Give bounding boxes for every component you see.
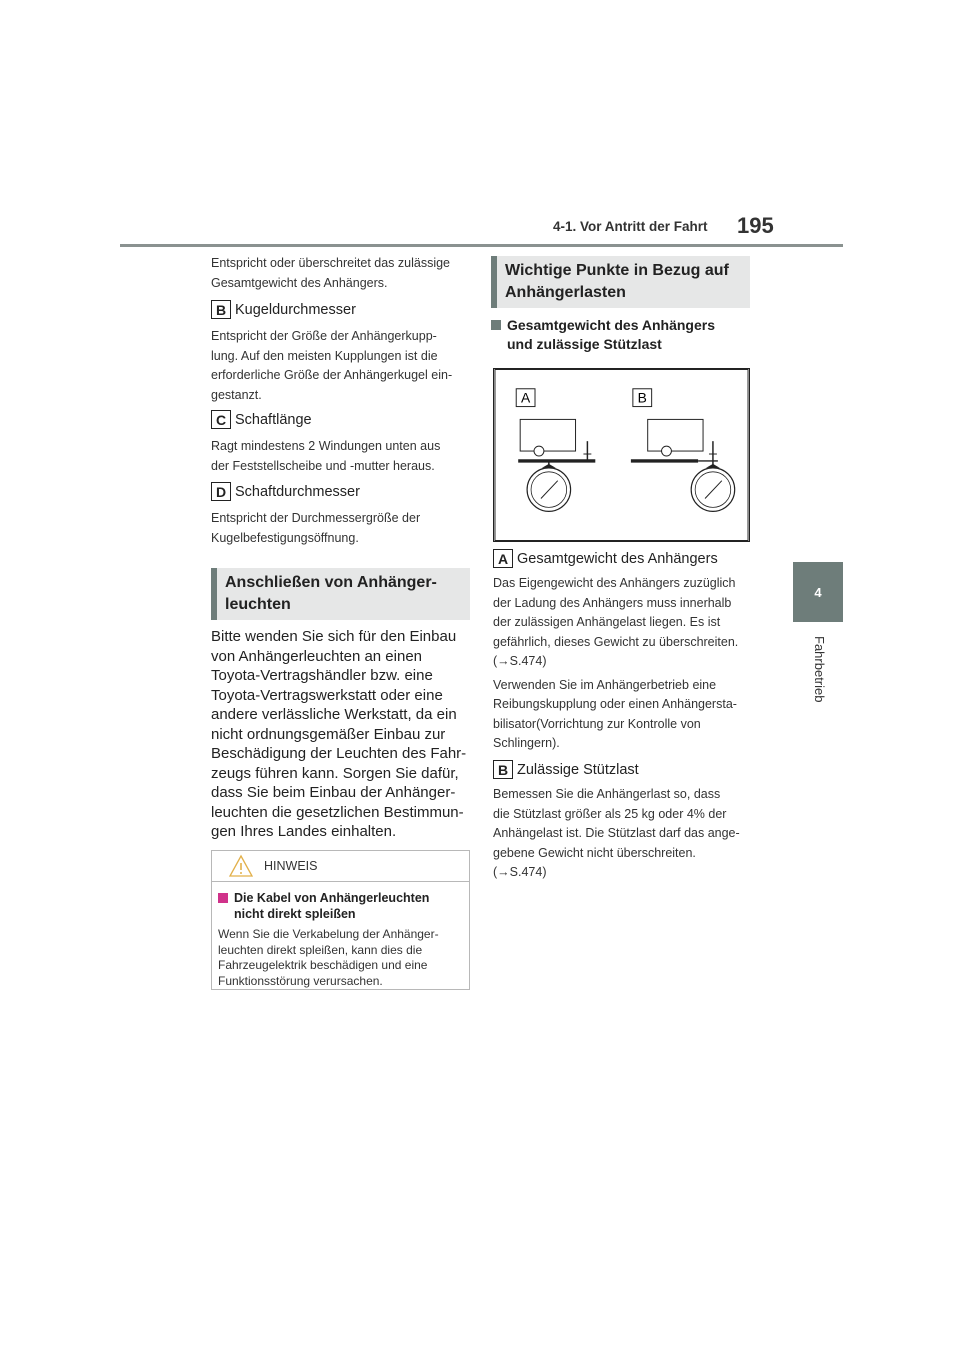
section-heading-trailer-lights (211, 568, 470, 620)
intro-line: Entspricht oder überschreitet das zulässige (211, 256, 451, 270)
figure-label-a (516, 389, 535, 407)
chapter-tab[interactable] (793, 562, 843, 622)
item-total-trailer-weight (493, 549, 755, 754)
item-line: Entspricht der Durchmessergröße der (211, 511, 421, 525)
figure-label-b (633, 389, 652, 407)
item-title: Schaftlänge (235, 411, 312, 428)
item-line: bilisator(Vorrichtung zur Kontrolle von (493, 716, 701, 731)
item-line: der zulässigen Anhängelast liegen. Es ist (493, 615, 721, 629)
section-title: 4-1. Vor Antritt der Fahrt (553, 219, 708, 234)
body-line: leuchten die gesetzlichen Bestimmun- (211, 803, 464, 821)
trailer-lights-body (211, 627, 471, 842)
body-line: dass Sie beim Einbau der Anhänger- (211, 784, 456, 801)
item-line: Reibungskupplung oder einen Anhängersta- (493, 697, 737, 711)
item-line: Ragt mindestens 2 Windungen unten aus (211, 439, 441, 453)
page-number: 195 (737, 213, 774, 238)
item-heading (211, 300, 471, 319)
item-ball-diameter (211, 300, 471, 405)
body-line: zeugs führen kann. Sorgen Sie dafür, (211, 764, 459, 782)
item-title: Kugeldurchmesser (235, 301, 356, 318)
page-reference-link[interactable]: (→S.474) (493, 865, 547, 879)
item-line: der Feststellscheibe und -mutter heraus. (211, 458, 435, 473)
notice-header (212, 851, 469, 882)
subheading-total-weight (491, 316, 751, 354)
item-line: Schlingern). (493, 736, 560, 750)
scale-gauge-a (527, 468, 570, 511)
body-line: gen Ihres Landes einhalten. (211, 823, 397, 840)
item-line: erforderliche Größe der Anhängerkugel ein- (211, 368, 453, 382)
item-line: der Ladung des Anhängers muss innerhalb (493, 595, 732, 610)
notice-label: HINWEIS (264, 859, 318, 873)
item-line: lung. Auf den meisten Kupplungen ist die (211, 348, 438, 363)
chapter-number: 4 (814, 584, 822, 600)
item-title: Schaftdurchmesser (235, 483, 360, 500)
square-bullet-icon (218, 893, 228, 903)
svg-text:A: A (520, 389, 531, 406)
heading-line: Anhängerlasten (505, 284, 626, 301)
item-heading (211, 482, 471, 501)
notice-title (218, 890, 463, 922)
section-heading-trailer-loads (491, 256, 750, 308)
item-title: Zulässige Stützlast (517, 761, 639, 778)
warning-icon (228, 854, 254, 878)
square-bullet-icon (491, 320, 501, 330)
trailer-load-figure (493, 368, 750, 542)
item-shank-length (211, 410, 471, 476)
notice-title-line: Die Kabel von Anhängerleuchten (234, 891, 430, 905)
subheading-line: Gesamtgewicht des Anhängers (507, 317, 715, 333)
heading-line: Anschließen von Anhänger- (225, 574, 437, 591)
item-tongue-load (493, 760, 755, 883)
item-line: gestanzt. (211, 387, 262, 402)
notice-line: Wenn Sie die Verkabelung der Anhänger- (218, 927, 439, 941)
item-title: Gesamtgewicht des Anhängers (517, 550, 718, 567)
item-line: Kugelbefestigungsöffnung. (211, 530, 359, 545)
item-heading (493, 760, 755, 779)
body-line: von Anhängerleuchten an einen (211, 647, 423, 665)
heading-line: leuchten (225, 596, 291, 613)
notice-box (211, 850, 470, 990)
item-line: gefährlich, dieses Gewicht zu überschreiten. (493, 634, 739, 649)
body-line: andere verlässliche Werkstatt, da ein (211, 706, 457, 723)
notice-title-line: nicht direkt spleißen (234, 907, 356, 921)
body-line: Bitte wenden Sie sich für den Einbau (211, 628, 457, 645)
item-shank-diameter (211, 482, 471, 548)
item-line: Bemessen Sie die Anhängerlast so, dass (493, 787, 721, 801)
notice-body (218, 927, 461, 989)
item-heading (211, 410, 471, 429)
label-a-tag: A (493, 549, 513, 568)
label-c-tag: C (211, 410, 231, 429)
notice-line: Funktionsstörung verursachen. (218, 973, 383, 988)
intro-line: Gesamtgewicht des Anhängers. (211, 275, 388, 290)
item-line: Entspricht der Größe der Anhängerkupp- (211, 329, 437, 343)
body-line: nicht ordnungsgemäßer Einbau zur (211, 725, 446, 743)
item-line: Anhängelast ist. Die Stützlast darf das ange- (493, 826, 740, 840)
item-line: die Stützlast größer als 25 kg oder 4% der (493, 806, 727, 821)
item-line: gebene Gewicht nicht überschreiten. (493, 845, 696, 860)
label-b-tag: B (211, 300, 231, 319)
header-rule (120, 244, 843, 247)
left-intro (211, 254, 471, 293)
item-line: Das Eigengewicht des Anhängers zuzüglich (493, 576, 736, 590)
subheading-line: und zulässige Stützlast (507, 336, 662, 352)
notice-line: Fahrzeugelektrik beschädigen und eine (218, 958, 428, 972)
body-line: Beschädigung der Leuchten des Fahr- (211, 745, 467, 762)
label-b-tag: B (493, 760, 513, 779)
svg-text:B: B (637, 389, 647, 406)
chapter-label: Fahrbetrieb (812, 636, 827, 703)
page-reference-link[interactable]: (→S.474) (493, 654, 547, 668)
scale-gauge-b (691, 468, 734, 511)
item-line: Verwenden Sie im Anhängerbetrieb eine (493, 677, 717, 692)
heading-line: Wichtige Punkte in Bezug auf (505, 262, 729, 279)
body-line: Toyota-Vertragswerkstatt oder eine (211, 686, 443, 704)
body-line: Toyota-Vertragshändler bzw. eine (211, 667, 433, 684)
item-heading (493, 549, 755, 568)
notice-line: leuchten direkt spleißen, kann dies die (218, 942, 423, 957)
label-d-tag: D (211, 482, 231, 501)
